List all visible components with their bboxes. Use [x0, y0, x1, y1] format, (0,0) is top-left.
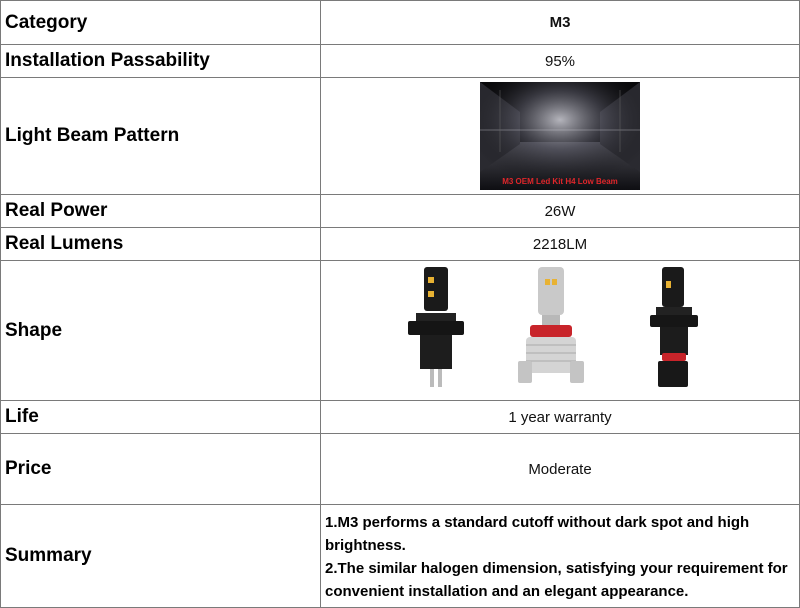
row-category [1, 1, 800, 45]
summary-cell [321, 505, 800, 608]
beam-cell [321, 78, 800, 195]
shape-cell [321, 261, 800, 401]
9005-bulb-icon [646, 265, 702, 391]
lumens-value: 2218LM [321, 228, 800, 261]
summary-label: Summary [1, 505, 321, 608]
summary-line-1: 1.M3 performs a standard cutoff without dark spot and high brightness. [325, 514, 750, 554]
category-value: M3 [321, 1, 800, 45]
beam-caption: M3 OEM Led Kit H4 Low Beam [502, 177, 618, 186]
row-installation [1, 45, 800, 78]
beam-label: Light Beam Pattern [1, 78, 321, 195]
installation-label: Installation Passability [1, 45, 321, 78]
price-value: Moderate [321, 434, 800, 505]
row-beam-pattern [1, 78, 800, 195]
installation-value: 95% [321, 45, 800, 78]
row-summary [1, 505, 800, 608]
price-label: Price [1, 434, 321, 505]
h4-bulb-icon [406, 265, 466, 391]
category-label: Category [1, 1, 321, 45]
row-shape [1, 261, 800, 401]
row-real-lumens [1, 228, 800, 261]
beam-pattern-image [480, 82, 640, 190]
row-price [1, 434, 800, 505]
h11-bulb-icon [516, 265, 586, 393]
row-life [1, 401, 800, 434]
row-real-power [1, 195, 800, 228]
beam-pattern-graphic [480, 82, 640, 190]
power-label: Real Power [1, 195, 321, 228]
shape-label: Shape [1, 261, 321, 401]
lumens-label: Real Lumens [1, 228, 321, 261]
power-value: 26W [321, 195, 800, 228]
life-value: 1 year warranty [321, 401, 800, 434]
summary-line-2: 2.The similar halogen dimension, satisfying your requirement for convenient installation and an elegant appearance. [325, 560, 788, 600]
life-label: Life [1, 401, 321, 434]
